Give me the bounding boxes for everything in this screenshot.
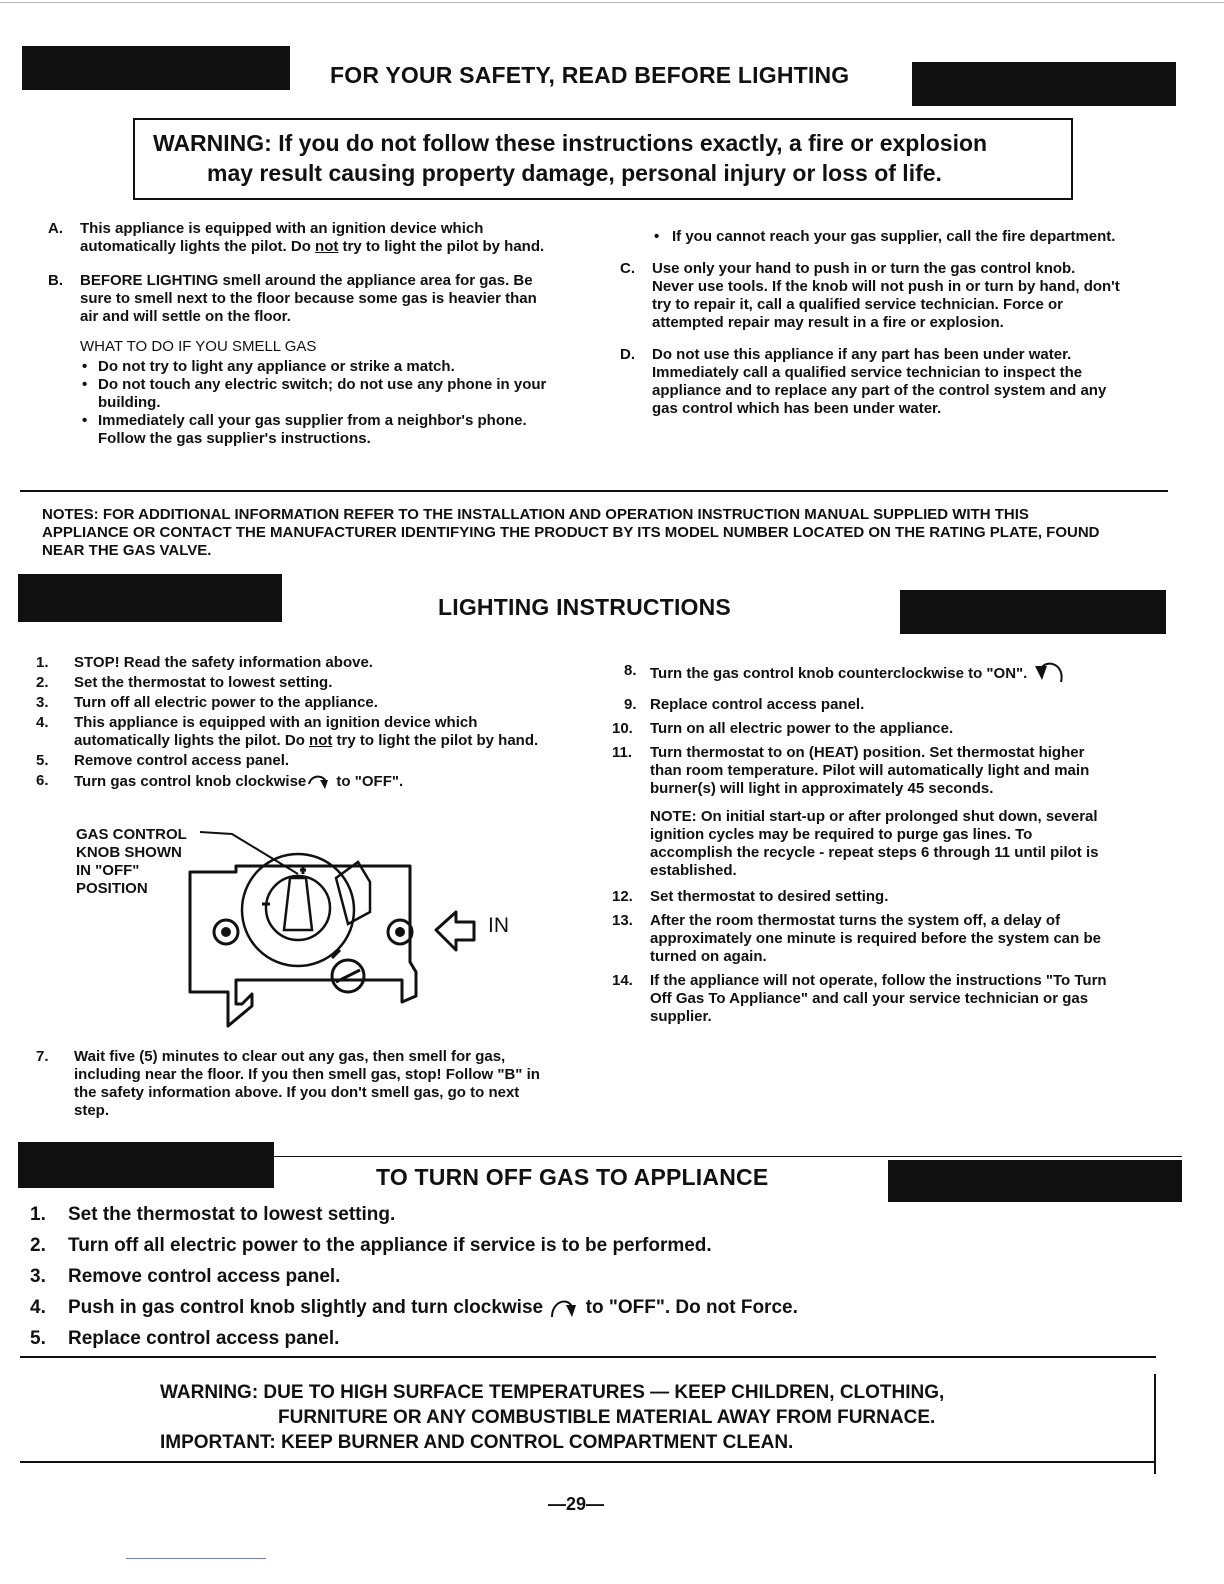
smell-gas-block [48,338,558,448]
step-text: This appliance is equipped with an ignition device which automatically lights the pilot. Do [74,714,478,749]
smell-gas-title: WHAT TO DO IF YOU SMELL GAS [80,338,317,355]
step-text: to "OFF". [332,772,404,790]
smell-gas-bullet: • Do not touch any electric switch; do not use any phone in your building. [82,376,547,411]
bullet-text: Immediately call your gas supplier from a neighbor's phone. Follow the gas supplier's instructions. [98,412,527,447]
turnoff-steps [30,1200,1030,1355]
diagram-caption [76,826,187,898]
warning-line-2: may result causing property damage, personal injury or loss of life. [207,160,942,186]
step-text: Replace control access panel. [68,1328,340,1349]
step-text: Wait five (5) minutes to clear out any gas, then smell for gas, including near the floor. If you then smell gas, stop! Follow "B" in the safety information above. If you don't smell gas, go to next step. [74,1048,540,1119]
step-text: Remove control access panel. [74,752,290,769]
safety-right-column [620,228,1120,430]
step-text: Set the thermostat to lowest setting. [68,1204,396,1225]
bullet-text: Do not try to light any appliance or strike a match. [98,358,455,375]
page-number: —29— [548,1494,605,1514]
step-number: 3. [30,1266,46,1287]
footer-warning [160,1380,944,1455]
gas-control-knob-icon [284,878,312,930]
safety-item-c [620,260,1120,332]
diagram-in-label: IN [488,914,509,937]
caption-line: GAS CONTROL [76,826,187,843]
step-number: 8. [624,662,637,679]
step-text: Turn the gas control knob counterclockwise to "ON". [650,664,1028,682]
lighting-step [612,720,1112,738]
item-text: This appliance is equipped with an ignition device which automatically lights the pilot. Do [80,220,484,255]
step-text: Turn off all electric power to the appliance. [74,694,378,711]
lighting-note: NOTE: On initial start-up or after prolonged shut down, several ignition cycles may be required to purge gas lines. To accomplish the recycle - repeat steps 6 through 11 until pilot is established. [650,808,1099,879]
notes-rule [20,490,1168,492]
safety-title: FOR YOUR SAFETY, READ BEFORE LIGHTING [330,62,850,88]
turnoff-step [30,1200,1030,1229]
lighting-step [612,744,1112,798]
item-label: C. [620,260,635,277]
step-number: 6. [36,772,49,789]
lighting-step [612,972,1112,1026]
step-text: STOP! Read the safety information above. [74,654,373,671]
step-number: 5. [30,1328,46,1349]
counterclockwise-arrow-icon [1031,656,1071,686]
lighting-step [612,662,1112,686]
step-text: try to light the pilot by hand. [332,732,539,749]
lighting-step [36,714,546,750]
step-text: Set the thermostat to lowest setting. [74,674,333,691]
step-emphasis: not [309,732,333,749]
step-text: Turn off all electric power to the appliance if service is to be performed. [68,1235,712,1256]
step-number: 3. [36,694,49,711]
lighting-step [36,654,546,672]
step-text: to "OFF". Do not Force. [580,1297,798,1318]
step-text: If the appliance will not operate, follow the instructions "To Turn Off Gas To Appliance" and call your service technician or gas supplier. [650,972,1107,1025]
item-label: D. [620,346,635,363]
lighting-step [612,696,1112,714]
footer-warning-line-3: IMPORTANT: KEEP BURNER AND CONTROL COMPARTMENT CLEAN. [160,1432,794,1453]
clockwise-arrow-icon [306,772,332,792]
step-number: 4. [30,1297,46,1318]
footer-warning-bottom-rule [20,1461,1156,1463]
lighting-title: LIGHTING INSTRUCTIONS [438,594,731,620]
header-bar-right [900,590,1166,634]
step-number: 2. [30,1235,46,1256]
step-number: 9. [624,696,637,713]
turnoff-step [30,1324,1030,1353]
lighting-left-steps [36,654,546,794]
item-emphasis: not [315,238,339,255]
turnoff-step [30,1262,1030,1291]
step-number: 11. [612,744,633,761]
smell-gas-bullet: • Immediately call your gas supplier from a neighbor's phone. Follow the gas supplier's instructions. [82,412,527,447]
step-text: Turn thermostat to on (HEAT) position. Set thermostat higher than room temperature. Pilot will automatically light and main burner(s) will light in approximately 45 seconds. [650,744,1090,797]
item-text: try to light the pilot by hand. [338,238,545,255]
step-number: 14. [612,972,633,989]
safety-item-d [620,346,1120,418]
step-number: 2. [36,674,49,691]
caption-line: POSITION [76,880,148,897]
step-text: Turn gas control knob clockwise [74,772,307,790]
header-bar-right [912,62,1176,106]
notes-text: NOTES: FOR ADDITIONAL INFORMATION REFER TO THE INSTALLATION AND OPERATION INSTRUCTION MANUAL SUPPLIED WITH THIS APPLIANCE OR CONTACT THE MANUFACTURER IDENTIFYING THE PRODUCT BY ITS MODEL NUMBER LOCATED ON THE RATING PLATE, FOUND NEAR THE GAS VALVE. [42,506,1100,559]
step-text: Turn on all electric power to the appliance. [650,720,954,737]
step-number: 1. [36,654,49,671]
item-label: A. [48,220,63,237]
lighting-step [36,1048,546,1120]
lighting-step-7 [36,1048,546,1122]
right-bullet: • If you cannot reach your gas supplier, call the fire department. [654,228,1116,245]
item-text: BEFORE LIGHTING smell around the appliance area for gas. Be sure to smell next to the floor because some gas is heavier than air and will settle on the floor. [80,272,537,325]
footer-warning-line-2: FURNITURE OR ANY COMBUSTIBLE MATERIAL AWAY FROM FURNACE. [278,1407,936,1428]
lighting-step [36,674,546,692]
turnoff-step [30,1231,1030,1260]
footer-warning-top-rule [20,1356,1156,1358]
lighting-step [36,694,546,712]
safety-left-column [48,220,558,448]
bottom-accent-line [126,1558,266,1559]
header-bar-right [888,1160,1182,1202]
header-bar-left [18,1142,274,1188]
caption-line: IN "OFF" [76,862,140,879]
step-text: After the room thermostat turns the system off, a delay of approximately one minute is required before the system can be turned on again. [650,912,1101,965]
top-rule [0,2,1224,3]
bullet-text: If you cannot reach your gas supplier, call the fire department. [672,228,1116,245]
item-text: Use only your hand to push in or turn the gas control knob. Never use tools. If the knob will not push in or turn by hand, don't try to repair it, call a qualified service technician. Force or attempted repair may result in a fire or explosion. [652,260,1120,331]
push-in-arrow-icon [436,912,474,950]
item-label: B. [48,272,63,289]
safety-item-a [48,220,558,256]
gas-control-diagram [180,826,480,1036]
lighting-right-steps [612,662,1112,1028]
header-bar-left [22,46,290,90]
turnoff-step [30,1293,1030,1322]
step-number: 4. [36,714,49,731]
header-bar-left [18,574,282,622]
lighting-step [36,772,546,792]
step-number: 13. [612,912,633,929]
warning-box [133,118,1073,200]
lighting-step [36,752,546,770]
safety-item-b [48,272,558,326]
clockwise-arrow-icon [548,1295,580,1321]
step-number: 10. [612,720,633,737]
lighting-step [612,888,1112,906]
lighting-step [612,912,1112,966]
step-number: 12. [612,888,633,905]
step-text: Set thermostat to desired setting. [650,888,889,905]
item-text: Do not use this appliance if any part has been under water. Immediately call a qualified service technician to inspect the appliance and to replace any part of the control system and any gas control which has been under water. [652,346,1107,417]
warning-line-1: WARNING: If you do not follow these instructions exactly, a fire or explosion [153,130,988,156]
turnoff-title: TO TURN OFF GAS TO APPLIANCE [376,1164,769,1190]
step-text: Replace control access panel. [650,696,865,713]
caption-line: KNOB SHOWN [76,844,182,861]
step-number: 7. [36,1048,49,1065]
smell-gas-bullet: • Do not try to light any appliance or strike a match. [82,358,455,375]
step-text: Remove control access panel. [68,1266,341,1287]
step-text: Push in gas control knob slightly and turn clockwise [68,1297,549,1318]
step-number: 1. [30,1204,46,1225]
footer-warning-right-border [1154,1374,1156,1474]
step-number: 5. [36,752,49,769]
footer-warning-line-1: WARNING: DUE TO HIGH SURFACE TEMPERATURES — KEEP CHILDREN, CLOTHING, [160,1382,945,1403]
bullet-text: Do not touch any electric switch; do not use any phone in your building. [98,376,547,411]
